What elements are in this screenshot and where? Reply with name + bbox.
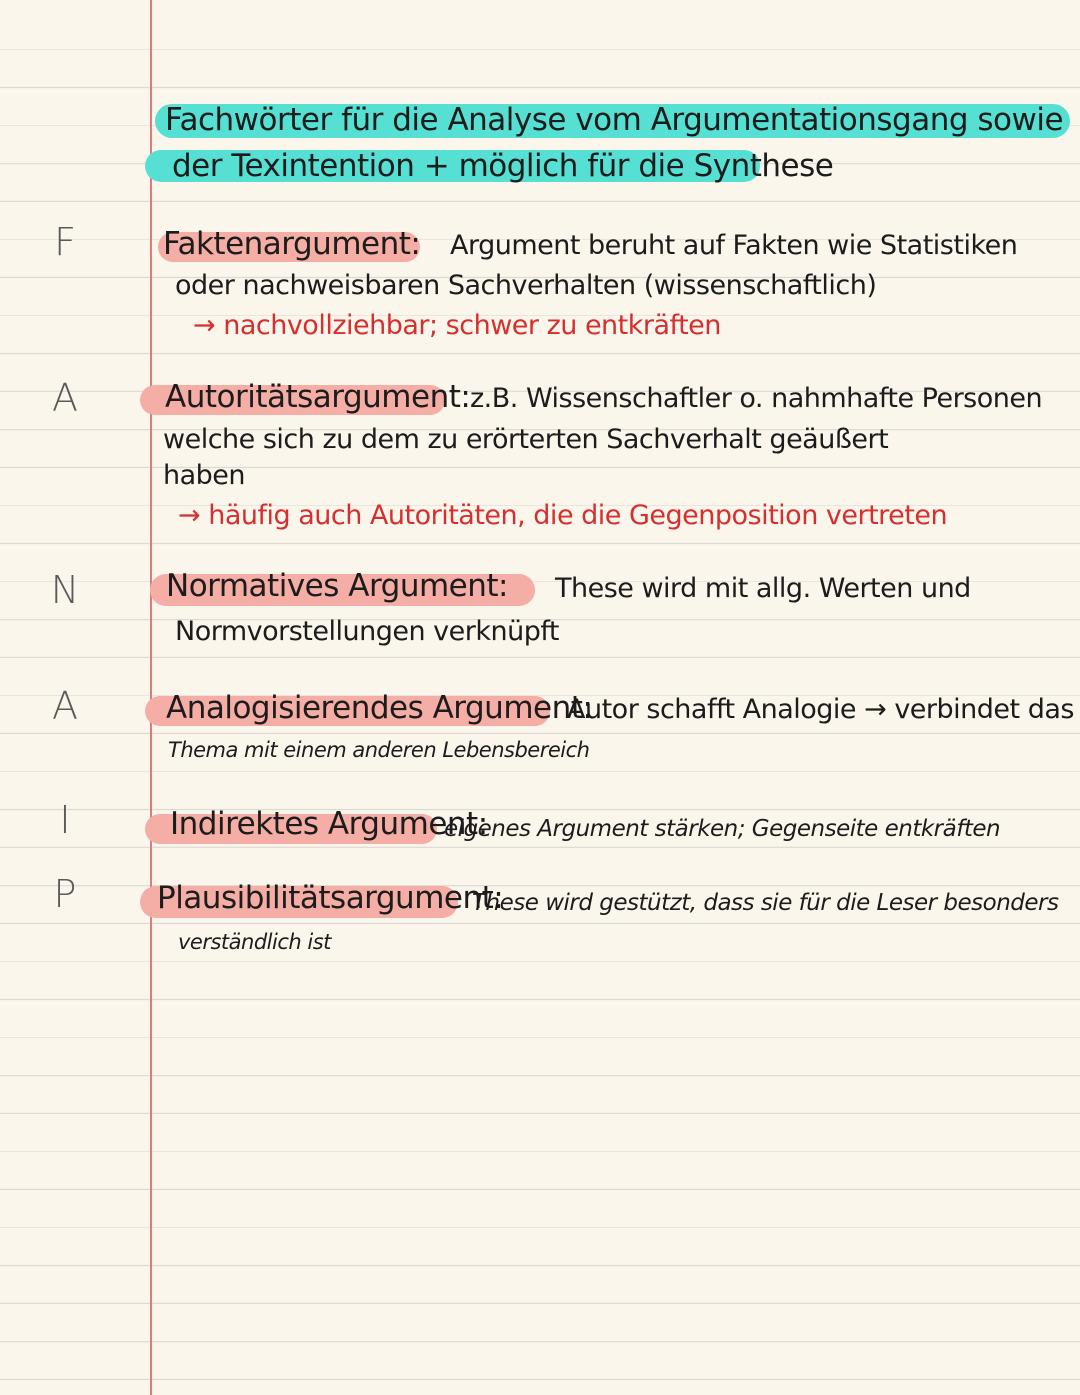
definition-text: eigenes Argument stärken; Gegenseite entkräften <box>444 816 1001 842</box>
mnemonic-letter: N <box>50 568 80 612</box>
definition-text: verständlich ist <box>178 930 331 954</box>
term-label: Plausibilitätsargument: <box>157 880 504 916</box>
mnemonic-letter: F <box>54 220 76 264</box>
mnemonic-letter: I <box>59 798 71 842</box>
definition-text: Thema mit einem anderen Lebensbereich <box>168 738 590 762</box>
note-text: → häufig auch Autoritäten, die die Gegenposition vertreten <box>178 500 948 531</box>
title-line-2: der Texintention + möglich für die Synthese <box>172 148 834 184</box>
term-label: Autoritätsargument: <box>165 379 471 415</box>
term-label: Normatives Argument: <box>166 568 508 604</box>
definition-text: z.B. Wissenschaftler o. nahmhafte Personen <box>470 383 1043 414</box>
definition-text: Normvorstellungen verknüpft <box>175 616 559 647</box>
title-line-1: Fachwörter für die Analyse vom Argumentationsgang sowie <box>165 102 1064 138</box>
definition-text: haben <box>163 460 246 491</box>
definition-text: oder nachweisbaren Sachverhalten (wissenschaftlich) <box>175 270 877 301</box>
definition-text: Argument beruht auf Fakten wie Statistiken <box>450 230 1018 261</box>
term-label: Analogisierendes Argument: <box>166 690 593 726</box>
term-label: Faktenargument: <box>163 226 421 262</box>
definition-text: welche sich zu dem zu erörterten Sachverhalt geäußert <box>163 424 889 455</box>
note-text: → nachvollziehbar; schwer zu entkräften <box>193 310 721 341</box>
definition-text: These wird gestützt, dass sie für die Leser besonders <box>472 890 1059 916</box>
mnemonic-letter: P <box>53 872 77 916</box>
definition-text: Autor schafft Analogie → verbindet das <box>567 694 1074 725</box>
mnemonic-letter: A <box>52 684 78 728</box>
term-label: Indirektes Argument: <box>170 806 488 842</box>
definition-text: These wird mit allg. Werten und <box>555 573 971 604</box>
mnemonic-letter: A <box>52 376 78 420</box>
